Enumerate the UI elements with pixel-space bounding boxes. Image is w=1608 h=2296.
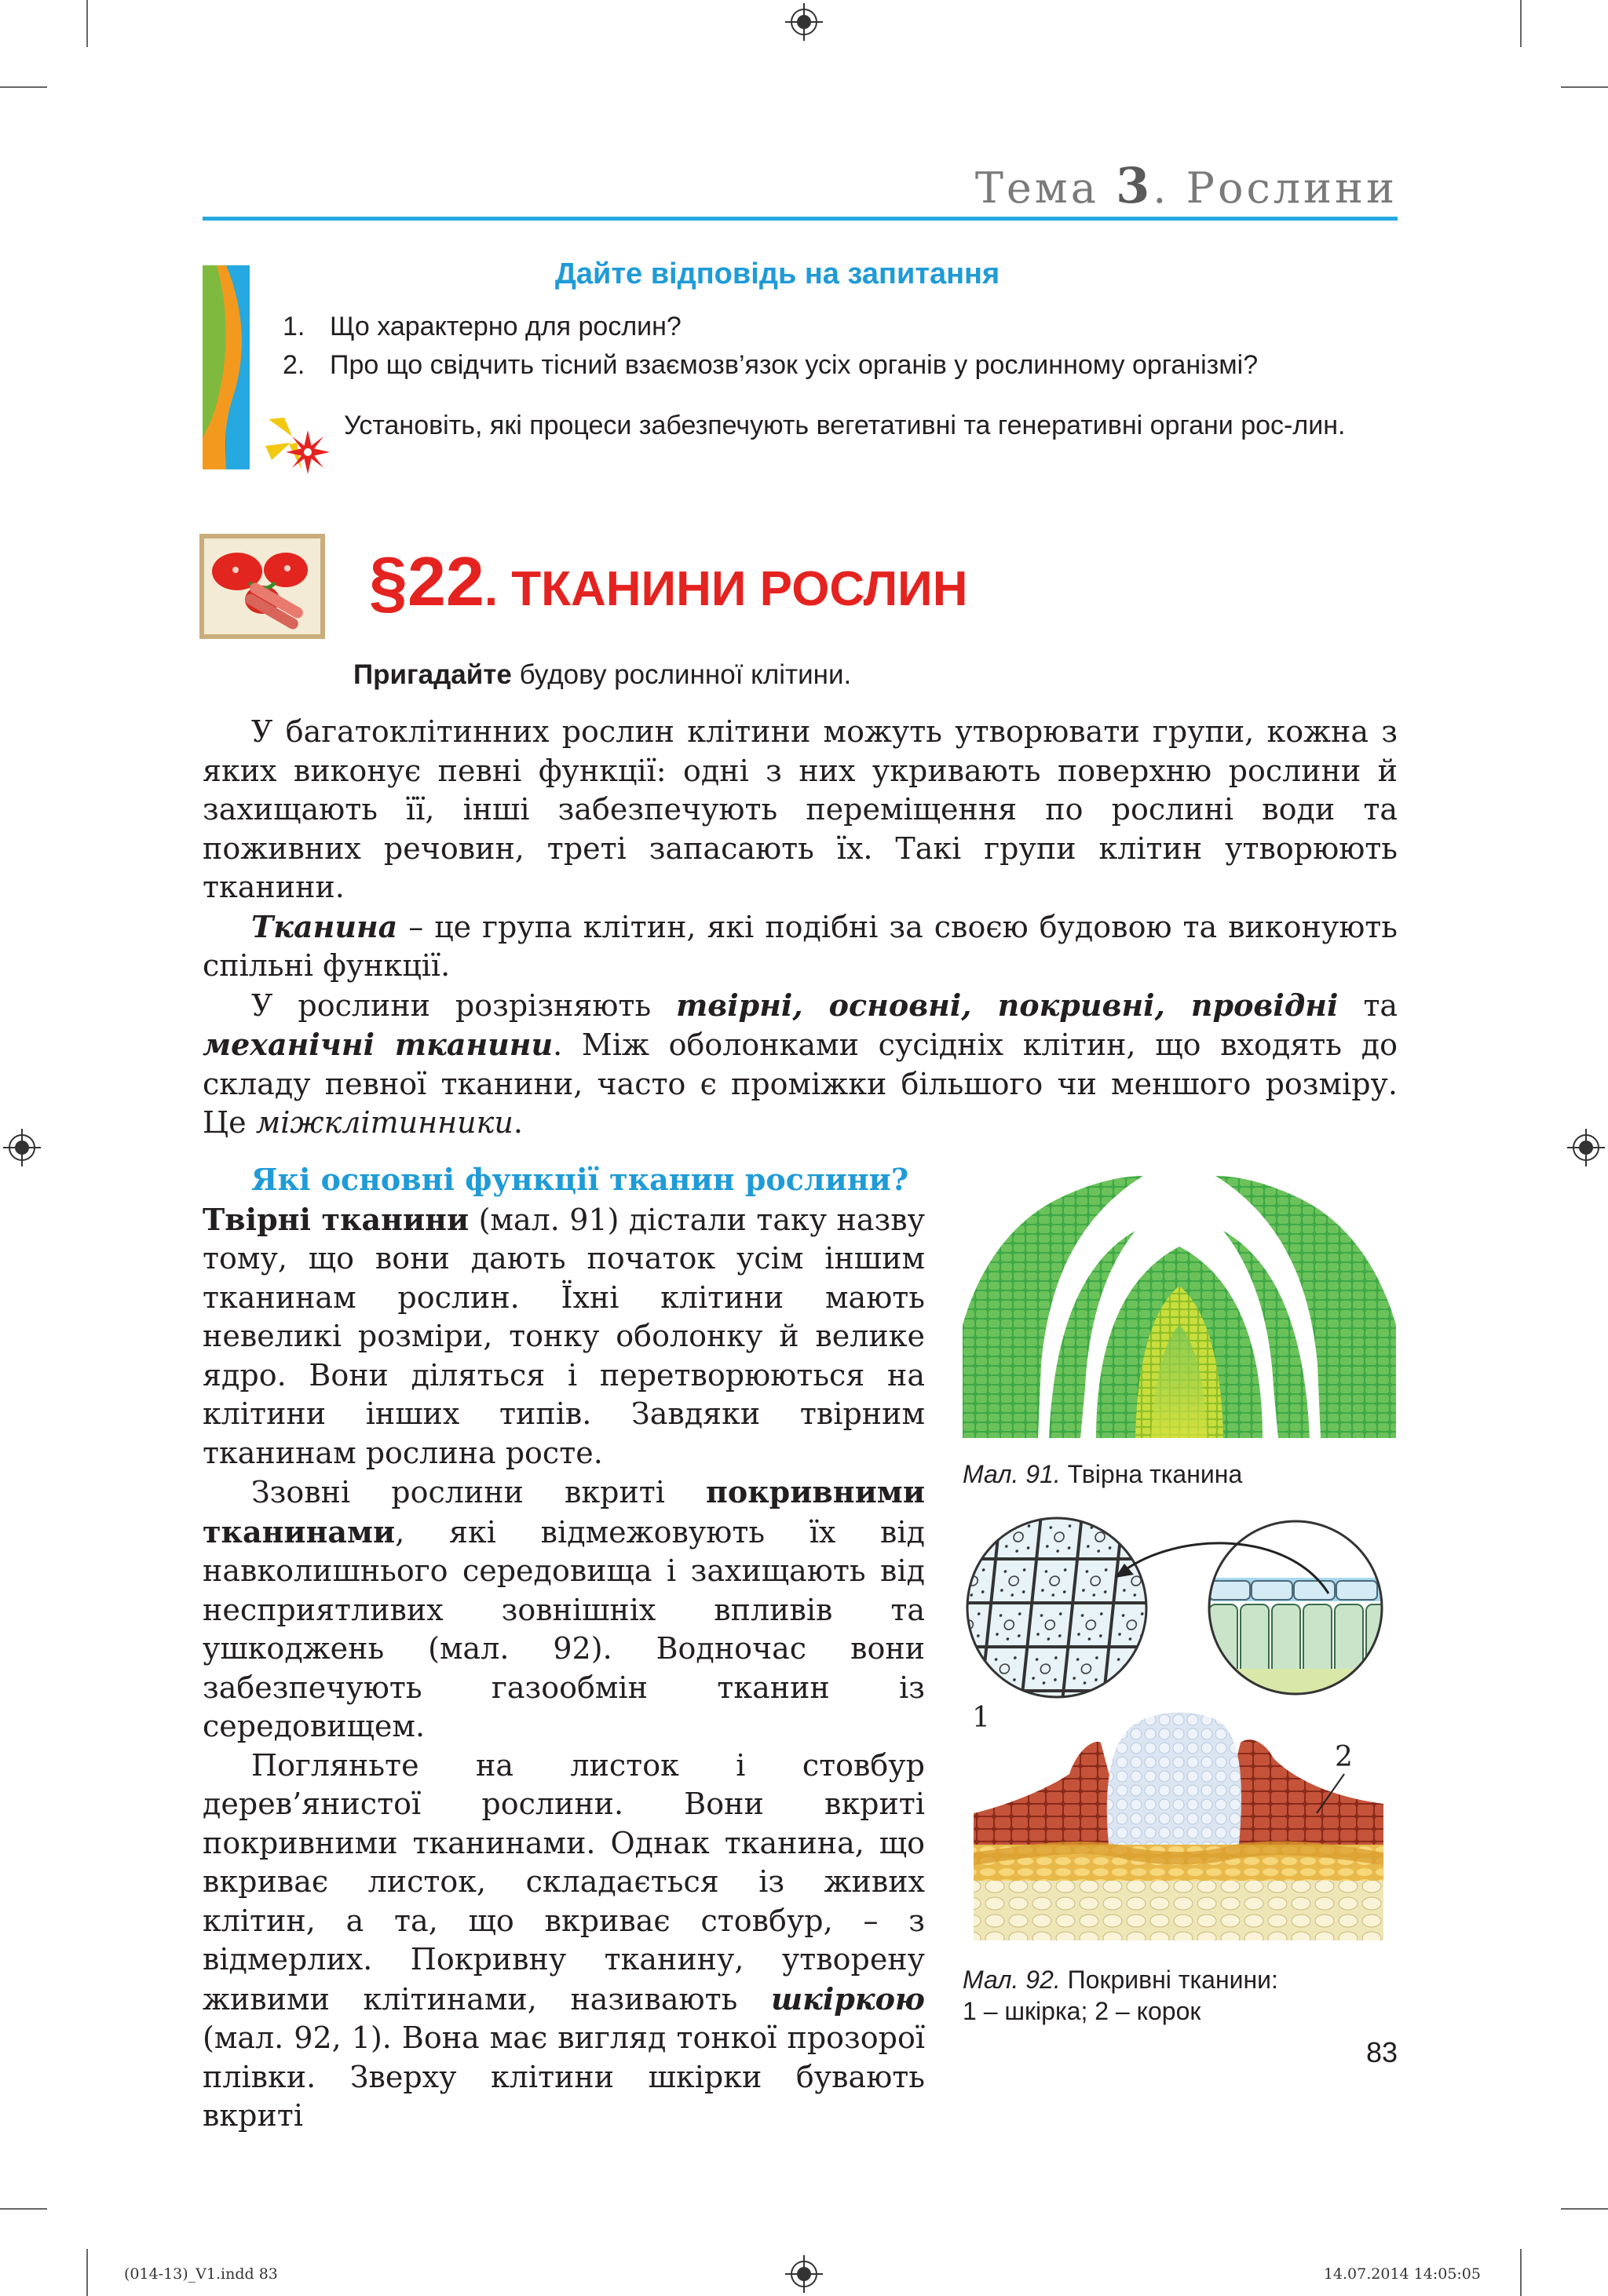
crop-mark bbox=[0, 2208, 47, 2210]
header-divider bbox=[203, 217, 1398, 221]
meristem-illustration bbox=[963, 1168, 1396, 1438]
paragraph: У багатоклітинних рослин клітини можуть утворювати групи, кожна з яких виконує певні функції: одні з них укривають поверхню рослини й захищають її, інші забезпечують переміщення по рослині води та поживних речовин, треті запасають їх. Такі групи клітин утворюють тканини. bbox=[203, 714, 1398, 904]
topic-name: . Рослини bbox=[1153, 163, 1398, 213]
task-text: Установіть, які процеси забезпечують вегетативні та генеративні органи рос-лин. bbox=[344, 411, 1346, 440]
crop-mark bbox=[1520, 2249, 1522, 2296]
integumentary-tissue-illustration bbox=[959, 1515, 1396, 1955]
functions-text bbox=[203, 1160, 925, 2136]
paragraph: Твірні тканини (мал. 91) дістали таку назву тому, що вони дають початок усім іншим тканинам рослин. Їхні клітини мають невеликі розміри, тонку оболонку й велике ядро. Вони діляться і перетворюються на клітини інших типів. Завдяки твірним тканинам рослина росте. bbox=[203, 1201, 925, 1470]
page-number: 83 bbox=[1365, 2036, 1398, 2068]
registration-mark-icon bbox=[3, 1129, 41, 1166]
registration-mark-icon bbox=[785, 2255, 823, 2293]
topic-word: Тема bbox=[974, 163, 1099, 213]
topic-number: 3 bbox=[1116, 157, 1153, 214]
star-flower-icon bbox=[261, 411, 336, 479]
topic-header bbox=[975, 157, 1398, 214]
crop-mark bbox=[86, 0, 88, 47]
paragraph: Ззовні рослини вкриті покривними тканинами, які відмежовують їх від навколишнього середовища і захищають від несприятливих зовнішніх впливів та ушкоджень (мал. 92). Водночас вони забезпечують газообмін тканин із середовищем. bbox=[203, 1474, 925, 1743]
footer-file: (014-13)_V1.indd 83 bbox=[124, 2265, 278, 2283]
list-item: 1. Що характерно для рослин? bbox=[283, 312, 682, 341]
list-item: 2. Про що свідчить тісний взаємозв’язок усіх органів у рослинному організмі? bbox=[283, 350, 1259, 380]
section-title bbox=[369, 542, 968, 622]
intro-text bbox=[203, 713, 1398, 1143]
figure-91-caption: Мал. 91. Твірна тканина bbox=[963, 1460, 1243, 1488]
crop-mark bbox=[0, 86, 47, 88]
crop-mark bbox=[1561, 86, 1608, 88]
registration-mark-icon bbox=[785, 3, 823, 41]
section-question: Які основні функції тканин рослини? bbox=[251, 1162, 909, 1197]
questions-heading: Дайте відповідь на запитання bbox=[554, 257, 1000, 290]
questions-side-bar bbox=[203, 265, 250, 469]
recall-prompt: Пригадайте будову рослинної клітини. bbox=[353, 659, 852, 690]
paragraph: Тканина – це група клітин, які подібні за своєю будовою та виконують спільні функції. bbox=[203, 908, 1398, 983]
crop-mark bbox=[86, 2249, 88, 2296]
crop-mark bbox=[1561, 2208, 1608, 2210]
plant-tissue-icon bbox=[199, 534, 325, 639]
figure-92-caption: Мал. 92. Покривні тканини: 1 – шкірка; 2 – корок bbox=[963, 1966, 1278, 2025]
crop-mark bbox=[1520, 0, 1522, 47]
marker-1: 1 bbox=[972, 1702, 990, 1734]
section-number: §22 bbox=[369, 542, 484, 620]
questions-list bbox=[283, 308, 1398, 385]
section-name: . ТКАНИНИ РОСЛИН bbox=[484, 562, 968, 616]
marker-2: 2 bbox=[1335, 1741, 1353, 1773]
footer-date: 14.07.2014 14:05:05 bbox=[1323, 2265, 1481, 2283]
paragraph: У рослини розрізняють твірні, основні, покривні, провідні та механічні тканини. Між оболонками сусідніх клітин, що входять до складу певної тканини, часто є проміжки більшого чи меншого розміру. Це міжклітинники. bbox=[203, 987, 1398, 1140]
registration-mark-icon bbox=[1567, 1129, 1605, 1166]
paragraph: Погляньте на листок і стовбур дерев’янистої рослини. Вони вкриті покривними тканинами. Однак тканина, що вкриває листок, складається із живих клітин, а та, що вкриває стовбур, – з відмерлих. Покривну тканину, утворену живими клітинами, називають шкіркою (мал. 92, 1). Вона має вигляд тонкої прозорої плівки. Зверху клітини шкірки бувають вкриті bbox=[203, 1747, 925, 2133]
